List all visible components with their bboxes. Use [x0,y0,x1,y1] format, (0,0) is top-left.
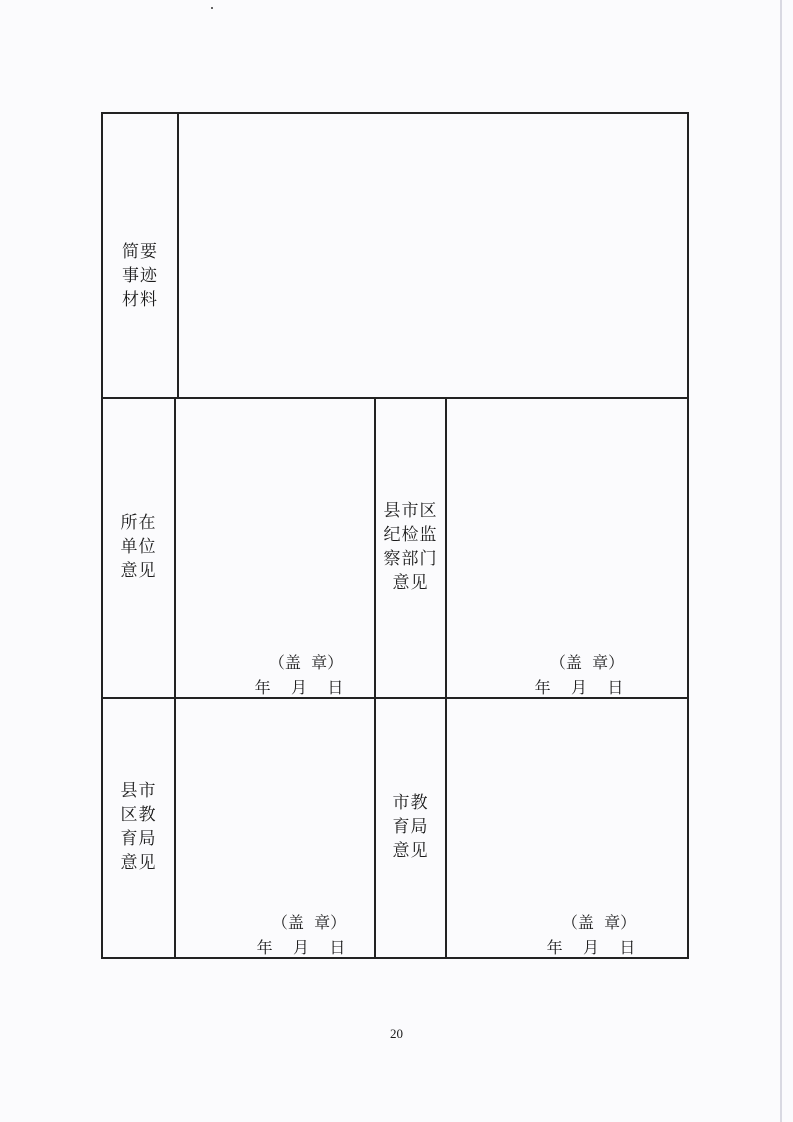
city-edu-date-text: 年 月 日 [546,938,636,957]
label-line: 育局 [392,817,429,837]
page-number: 20 [390,1026,403,1041]
label-line: 意见 [120,561,157,581]
label-line: 简要 [122,242,158,262]
label-line: 区教 [120,805,157,825]
label-line: 所在 [120,513,157,533]
label-line: 意见 [120,853,157,873]
unit-seal-text: （盖 章） [268,653,344,672]
scan-page-edge [780,0,782,1122]
label-line: 意见 [392,841,429,861]
unit-date-text: 年 月 日 [254,678,344,697]
label-line: 材料 [122,290,158,310]
discipline-date-text: 年 月 日 [534,678,624,697]
rows23-mid-divider-left [374,397,376,958]
summary-deeds-label [101,240,179,312]
discipline-dept-opinion-label [376,499,445,595]
scan-speck [211,7,213,9]
label-line: 察部门 [383,549,438,569]
county-edu-bureau-opinion-label [101,779,176,875]
label-line: 意见 [392,573,429,593]
county-edu-date-text: 年 月 日 [256,938,346,957]
table-right-border [687,112,689,958]
label-line: 事迹 [122,266,158,286]
city-edu-seal-text: （盖 章） [561,913,637,932]
label-line: 纪检监 [383,525,438,545]
recommendation-form-table [101,112,689,958]
city-edu-bureau-opinion-label [376,791,445,863]
label-line: 育局 [120,829,157,849]
label-line: 县市区 [383,501,438,521]
discipline-seal-text: （盖 章） [549,653,625,672]
label-line: 县市 [120,781,157,801]
unit-opinion-label [101,511,176,583]
county-edu-seal-text: （盖 章） [271,913,347,932]
label-line: 单位 [120,537,157,557]
summary-deeds-content-cell[interactable] [179,114,687,397]
label-line: 市教 [392,793,429,813]
